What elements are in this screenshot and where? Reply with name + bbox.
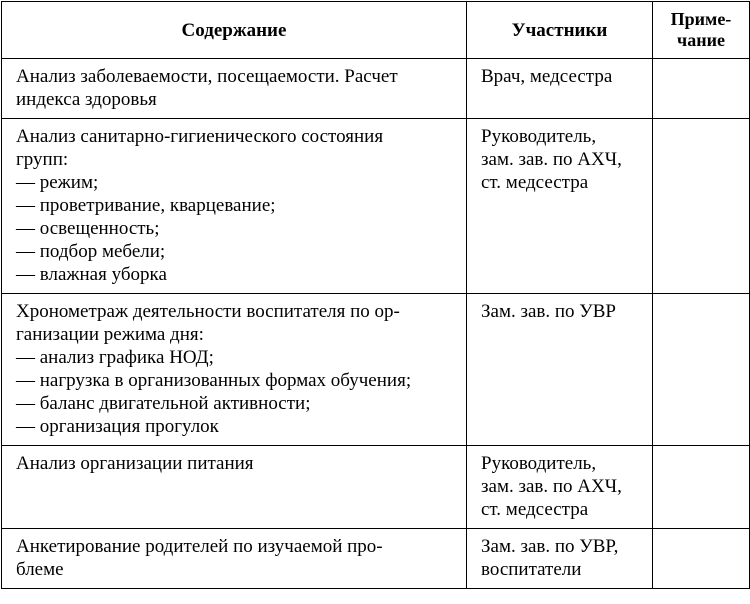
cell-participants [467, 529, 653, 589]
cell-notes [653, 446, 750, 529]
participants-line: воспитатели [481, 559, 582, 580]
content-line: — режим; [16, 172, 99, 193]
content-line: — освещенность; [16, 218, 160, 239]
column-header-participants: Участники [467, 2, 653, 59]
cell-notes [653, 294, 750, 446]
column-header-notes-line: Приме- [670, 9, 732, 29]
content-line: ганизации режима дня: [16, 324, 204, 345]
table-row [2, 294, 750, 446]
column-header-content: Содержание [2, 2, 467, 59]
participants-line: ст. медсестра [481, 499, 589, 520]
activities-table [1, 1, 750, 589]
content-line: — влажная уборка [16, 264, 167, 285]
participants-line: Руководитель, [481, 453, 597, 474]
participants-line: ст. медсестра [481, 172, 589, 193]
content-line: Анализ санитарно-гигиенического состояния [16, 126, 384, 147]
cell-notes [653, 59, 750, 119]
cell-participants [467, 59, 653, 119]
content-line: Анкетирование родителей по изучаемой про- [16, 536, 383, 557]
content-line: групп: [16, 149, 69, 170]
content-line: Анализ организации питания [16, 453, 254, 474]
participants-line: Зам. зав. по УВР, [481, 536, 619, 557]
cell-participants [467, 294, 653, 446]
participants-line: зам. зав. по АХЧ, [481, 476, 622, 497]
table-body [2, 59, 750, 589]
participants-line: зам. зав. по АХЧ, [481, 149, 622, 170]
content-line: — баланс двигательной активности; [16, 393, 311, 414]
cell-content [2, 119, 467, 294]
cell-notes [653, 119, 750, 294]
table-row [2, 59, 750, 119]
column-header-notes-line: чание [677, 30, 725, 50]
content-line: — нагрузка в организованных формах обучения; [16, 370, 412, 391]
table-header-row [2, 2, 750, 59]
column-header-notes [653, 2, 750, 59]
participants-line: Зам. зав. по УВР [481, 301, 616, 322]
content-line: Анализ заболеваемости, посещаемости. Расчет [16, 66, 398, 87]
content-line: индекса здоровья [16, 89, 157, 110]
content-line: Хронометраж деятельности воспитателя по ор- [16, 301, 400, 322]
content-line: — организация прогулок [16, 416, 219, 437]
cell-content [2, 59, 467, 119]
cell-content [2, 529, 467, 589]
content-line: — подбор мебели; [16, 241, 166, 262]
cell-content [2, 294, 467, 446]
content-line: — проветривание, кварцевание; [16, 195, 276, 216]
participants-line: Врач, медсестра [481, 66, 613, 87]
cell-notes [653, 529, 750, 589]
content-line: — анализ графика НОД; [16, 347, 214, 368]
table-row [2, 529, 750, 589]
cell-participants [467, 119, 653, 294]
cell-participants [467, 446, 653, 529]
table-row [2, 119, 750, 294]
table-row [2, 446, 750, 529]
participants-line: Руководитель, [481, 126, 597, 147]
content-line: блеме [16, 559, 64, 580]
cell-content [2, 446, 467, 529]
